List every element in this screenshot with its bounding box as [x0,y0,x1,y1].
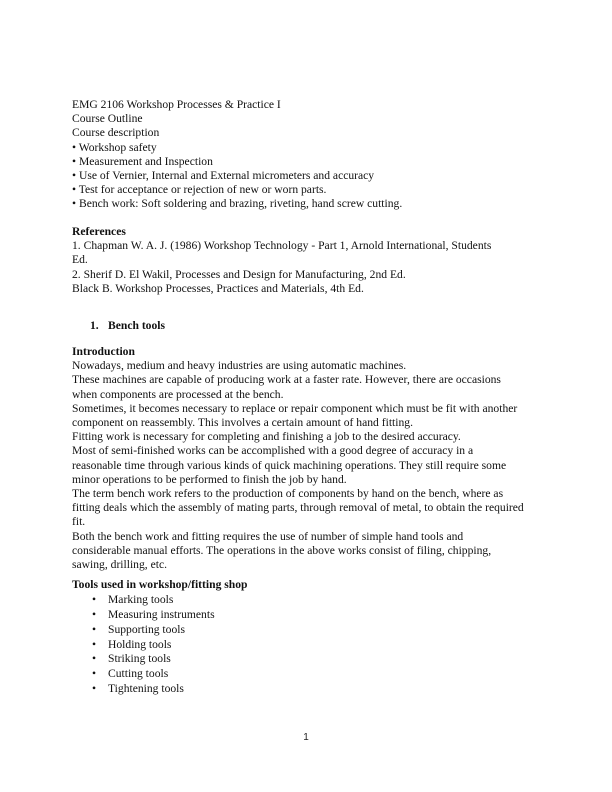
paragraph-line: sawing, drilling, etc. [72,558,167,572]
paragraph-line: Sometimes, it becomes necessary to replace or repair component which must be fit with another [72,401,518,415]
description-item: • Measurement and Inspection [72,154,213,168]
list-item: • Tightening tools [92,681,184,695]
bullet-icon: • [92,667,97,681]
course-title: EMG 2106 Workshop Processes & Practice I [72,98,281,111]
bullet-icon: • [92,608,97,621]
list-item: • Measuring instruments [92,608,215,621]
paragraph-line: considerable manual efforts. The operations in the above works consist of filing, chipping, [72,543,492,557]
description-item: • Workshop safety [72,140,157,154]
tools-section [72,578,247,697]
paragraph-line: Most of semi-finished works can be accomplished with a good degree of accuracy in a [72,444,474,458]
description-item: • Bench work: Soft soldering and brazing, riveting, hand screw cutting. [72,197,403,211]
paragraph-line: Both the bench work and fitting requires the use of number of simple hand tools and [72,529,464,543]
course-description-label: Course description [72,126,160,140]
paragraph-line: minor operations to be performed to finish the job by hand. [72,472,347,486]
reference-line: Ed. [72,253,88,267]
section-title: Bench tools [108,319,166,332]
paragraph-line: fitting deals which the assembly of mating parts, through removal of metal, to obtain the required [72,501,524,515]
tools-list [72,593,247,697]
references-section [72,225,552,296]
tools-heading: Tools used in workshop/fitting shop [72,578,248,591]
paragraph-line: These machines are capable of producing work at a faster rate. However, there are occasions [72,373,501,387]
list-item: • Marking tools [92,593,174,607]
description-item: • Test for acceptance or rejection of new or worn parts. [72,183,327,197]
reference-line: Black B. Workshop Processes, Practices and Materials, 4th Ed. [72,281,364,295]
bullet-icon: • [92,652,97,666]
references-heading: References [72,225,126,238]
list-item: • Striking tools [92,652,171,666]
page-number: 1 [303,732,309,743]
paragraph-line: Fitting work is necessary for completing and finishing a job to the desired accuracy. [72,430,461,444]
paragraph-line: component on reassembly. This involves a certain amount of hand fitting. [72,416,413,430]
reference-line: 1. Chapman W. A. J. (1986) Workshop Technology - Part 1, Arnold International, Students [72,239,492,253]
course-header [72,98,552,212]
bullet-icon: • [92,681,97,695]
section-number: 1. [90,319,99,332]
bullet-icon: • [92,622,97,636]
list-item: • Supporting tools [92,622,185,636]
introduction-section [72,345,552,572]
introduction-heading: Introduction [72,345,135,358]
section-heading [90,319,165,333]
reference-line: 2. Sherif D. El Wakil, Processes and Design for Manufacturing, 2nd Ed. [72,267,406,281]
course-outline-label: Course Outline [72,112,143,126]
list-item: • Cutting tools [92,667,169,681]
paragraph-line: when components are processed at the bench. [72,387,284,401]
list-item: • Holding tools [92,637,172,651]
paragraph-line: The term bench work refers to the production of components by hand on the bench, where as [72,487,504,501]
bullet-icon: • [92,637,97,651]
paragraph-line: fit. [72,515,86,529]
description-item: • Use of Vernier, Internal and External micrometers and accuracy [72,169,375,183]
paragraph-line: Nowadays, medium and heavy industries are using automatic machines. [72,359,407,373]
bullet-icon: • [92,593,97,607]
paragraph-line: reasonable time through various kinds of quick machining operations. They still require some [72,458,507,472]
